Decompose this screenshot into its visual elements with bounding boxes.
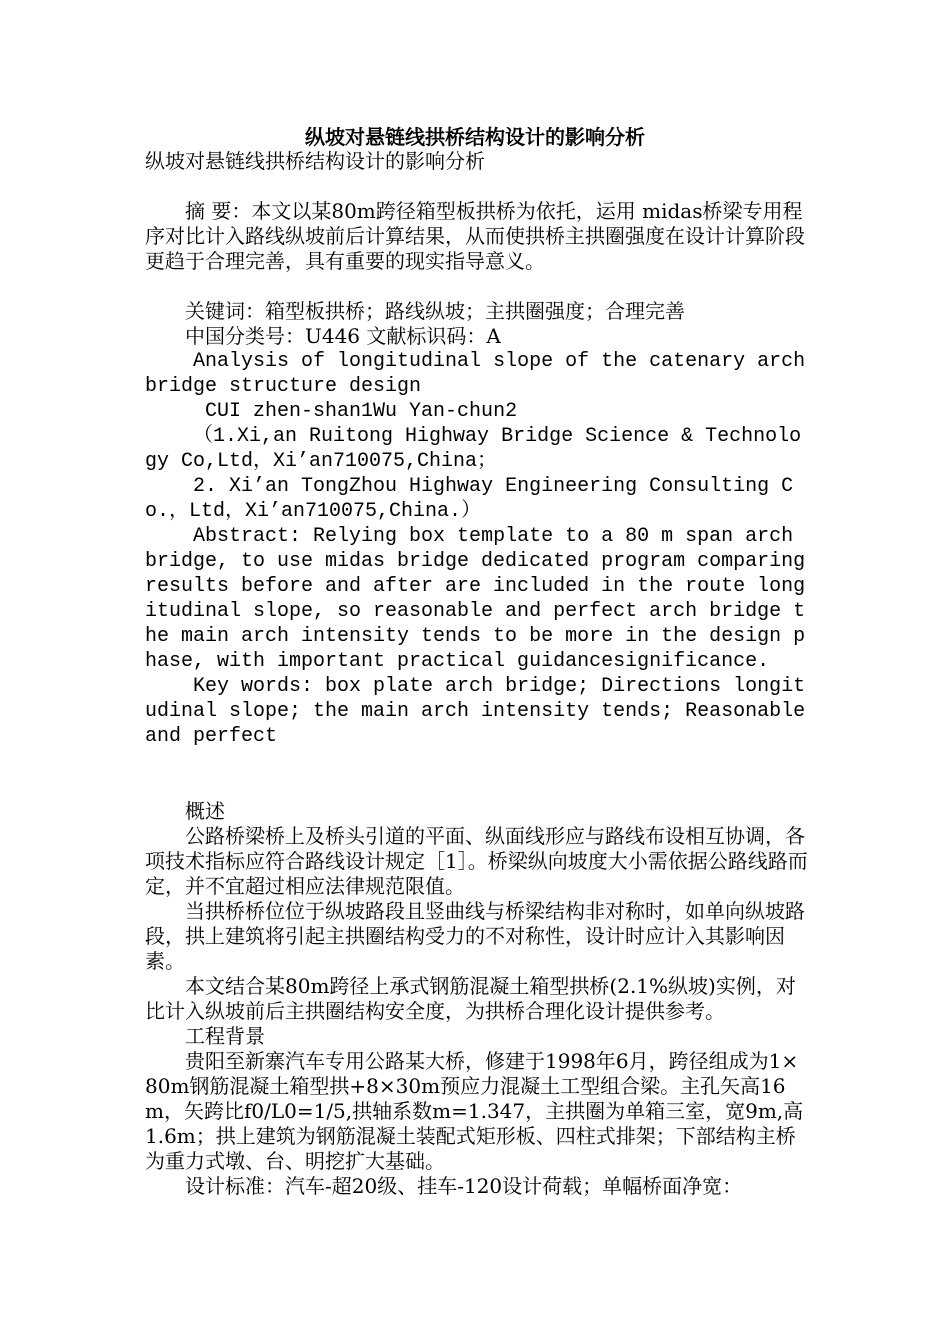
paragraph: 设计标准：汽车-超20级、挂车-120设计荷载；单幅桥面净宽： <box>145 1174 743 1198</box>
english-authors: CUI zhen-shan1Wu Yan-chun2 <box>145 400 518 423</box>
keywords-en: Key words: box plate arch bridge; Directions longitudinal slope; the main arch intensity tends; Reasonable and perfect <box>145 675 818 748</box>
abstract-cn: 摘 要：本文以某80m跨径箱型板拱桥为依托，运用 midas桥梁专用程序对比计入路线纵坡前后计算结果，从而使拱桥主拱圈强度在设计计算阶段更趋于合理完善，具有重要的现实指导意义。 <box>145 199 805 273</box>
abstract-en: Abstract: Relying box template to a 80 m span arch bridge, to use midas bridge dedicated program comparing results before and after are included in the route longitudinal slope, so reasonable and perfect arch bridge the main arch intensity tends to be more in the design phase, with important practical guidancesignificance. <box>145 525 818 673</box>
document-body <box>145 149 818 1199</box>
paragraph: 贵阳至新寨汽车专用公路某大桥，修建于1998年6月，跨径组成为1×80m钢筋混凝土箱型拱+8×30m预应力混凝土工型组合梁。主孔矢高16m，矢跨比f0/L0=1/5,拱轴系数m=1.347，主拱圈为单箱三室，宽9m,高1.6m；拱上建筑为钢筋混凝土装配式矩形板、四柱式排架；下部结构主桥为重力式墩、台、明挖扩大基础。 <box>145 1049 804 1173</box>
document-title: 纵坡对悬链线拱桥结构设计的影响分析 <box>305 125 645 149</box>
paragraph: 当拱桥桥位位于纵坡路段且竖曲线与桥梁结构非对称时，如单向纵坡路段，拱上建筑将引起主拱圈结构受力的不对称性，设计时应计入其影响因素。 <box>145 899 805 973</box>
section-heading-background: 工程背景 <box>145 1024 265 1048</box>
classification-line: 中国分类号：U446 文献标识码：A <box>145 324 501 348</box>
section-heading-overview: 概述 <box>145 799 225 823</box>
paragraph: 本文结合某80m跨径上承式钢筋混凝土箱型拱桥(2.1%纵坡)实例，对比计入纵坡前后主拱圈结构安全度，为拱桥合理化设计提供参考。 <box>145 974 796 1023</box>
english-title: Analysis of longitudinal slope of the catenary arch bridge structure design <box>145 350 818 398</box>
paragraph: 公路桥梁桥上及桥头引道的平面、纵面线形应与路线布设相互协调，各项技术指标应符合路线设计规定［1］。桥梁纵向坡度大小需依据公路线路而定，并不宜超过相应法律规范限值。 <box>145 824 808 898</box>
affiliation-1: （1.Xi,an Ruitong Highway Bridge Science & Technology Co,Ltd，Xi’an710075,China； <box>145 425 802 473</box>
affiliation-2: 2. Xi’an TongZhou Highway Engineering Consulting Co.，Ltd，Xi’an710075,China.） <box>145 475 794 523</box>
document-subtitle: 纵坡对悬链线拱桥结构设计的影响分析 <box>145 149 485 173</box>
keywords-cn: 关键词：箱型板拱桥；路线纵坡；主拱圈强度；合理完善 <box>145 299 685 323</box>
